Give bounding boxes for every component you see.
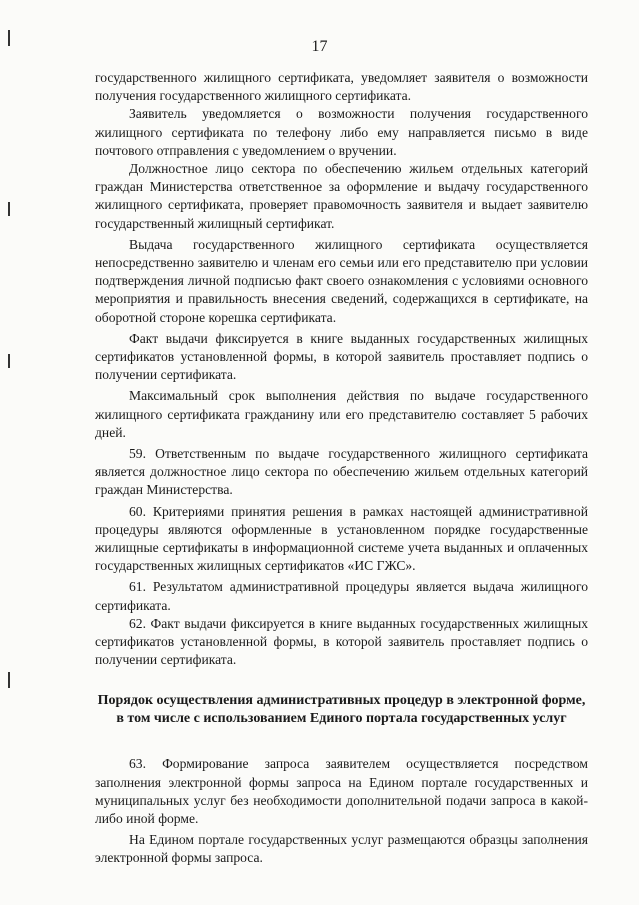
margin-scan-mark — [8, 30, 10, 46]
margin-scan-mark — [8, 354, 10, 368]
paragraph: 60. Критериями принятия решения в рамках настоящей административной процедуры являются оформленные в установленном порядке государственные жилищные сертификаты в информационной системе учета выданных и оплаченных государственных жилищных сертификатов «ИС ГЖС». — [95, 503, 588, 574]
paragraph: государственного жилищного сертификата, уведомляет заявителя о возможности получения государственного жилищного сертификата. — [95, 70, 588, 104]
section-heading: Порядок осуществления административных процедур в электронной форме, в том числе с использованием Единого портала государственных услуг — [97, 692, 586, 726]
paragraph: Факт выдачи фиксируется в книге выданных государственных жилищных сертификатов установленной формы, в которой заявитель проставляет подпись о получении сертификата. — [95, 330, 588, 383]
paragraph: На Едином портале государственных услуг размещаются образцы заполнения электронной формы запроса. — [95, 832, 588, 866]
paragraph: 59. Ответственным по выдаче государственного жилищного сертификата является должностное лицо сектора по обеспечению жильем отдельных категорий граждан Министерства. — [95, 446, 588, 498]
margin-scan-mark — [8, 672, 10, 688]
page-number: 17 — [311, 38, 328, 55]
paragraph: 62. Факт выдачи фиксируется в книге выданных государственных жилищных сертификатов установленной формы, в которой заявитель проставляет подпись о получении сертификата. — [95, 615, 588, 668]
paragraph: 61. Результатом административной процедуры является выдача жилищного сертификата. — [95, 579, 588, 613]
paragraph: Максимальный срок выполнения действия по выдаче государственного жилищного сертификата гражданину или его представителю составляет 5 рабочих дней. — [95, 388, 588, 440]
paragraph: Заявитель уведомляется о возможности получения государственного жилищного сертификата по телефону либо ему направляется письмо в виде почтового отправления с уведомлением о вручении. — [95, 106, 588, 158]
document-body — [95, 69, 588, 868]
paragraph: Должностное лицо сектора по обеспечению жильем отдельных категорий граждан Министерства ответственное за оформление и выдачу государственного жилищного сертификата, проверяет правомочность заявителя и выдает заявителю государственный жилищный сертификат. — [95, 161, 588, 231]
paragraph: Выдача государственного жилищного сертификата осуществляется непосредственно заявителю и членам его семьи или его представителю при условии подтверждения личной подписью факт своего ознакомления с условиями основного мероприятия и правильность внесения сведений, содержащихся в сертификате, на оборотной стороне корешка сертификата. — [95, 236, 588, 325]
paragraph: 63. Формирование запроса заявителем осуществляется посредством заполнения электронной формы запроса на Едином портале государственных и муниципальных услуг без необходимости дополнительной подачи запроса в какой-либо иной форме. — [95, 756, 588, 826]
margin-scan-mark — [8, 202, 10, 216]
